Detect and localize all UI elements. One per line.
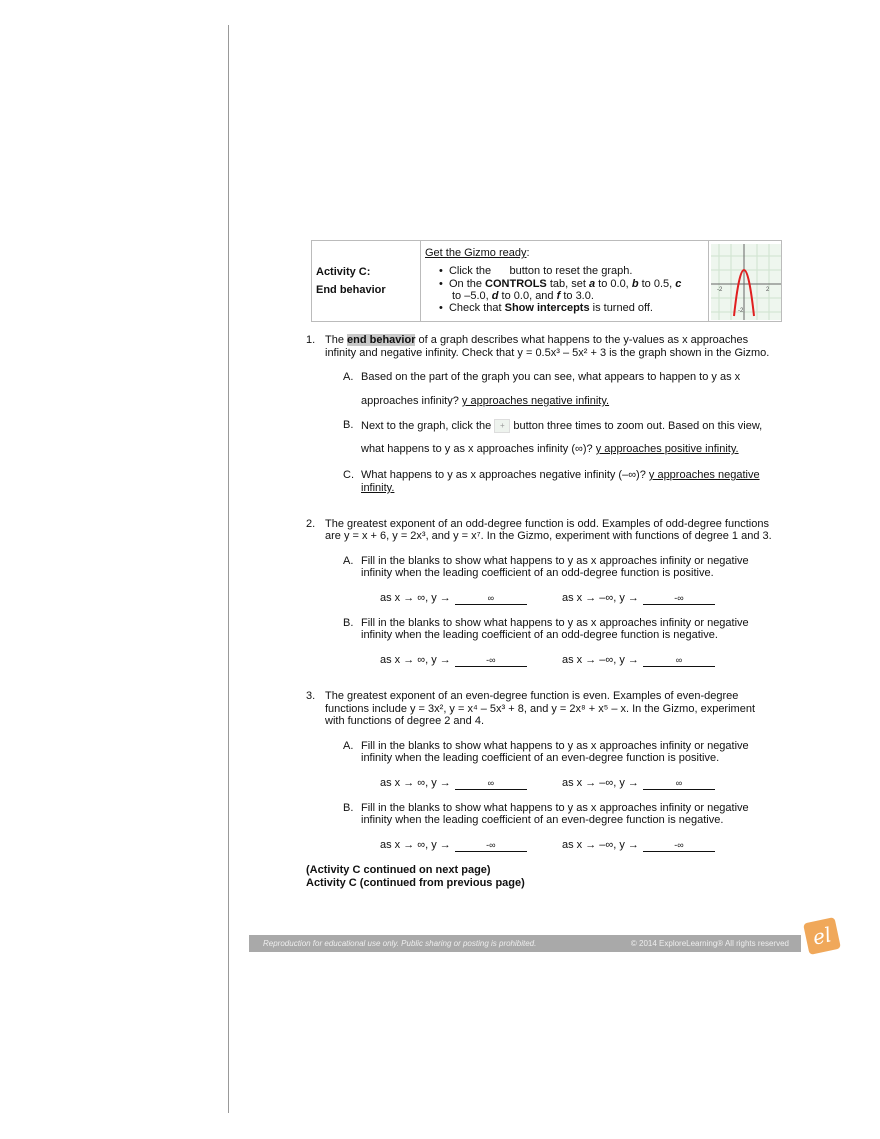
ready-heading: Get the Gizmo ready [425,247,527,259]
q2b-blank-neg[interactable]: ∞ [643,655,715,667]
term-highlight: end behavior [347,334,416,346]
q3a-blank-neg[interactable]: ∞ [643,778,715,790]
page-margin-line [228,25,229,1113]
parabola-graph-thumbnail [711,244,781,320]
graph-thumbnail-cell [709,241,782,322]
bullet-controls: • On the CONTROLS tab, set a to 0.0, b to 0.5, c [439,278,682,290]
footer-copyright: © 2014 ExploreLearning® All rights reserved [630,939,789,948]
bullet-reset: • Click the button to reset the graph. [439,265,633,277]
q3b-blank-pos[interactable]: -∞ [455,840,527,852]
activity-label: Activity C: [316,266,371,278]
continued-from: Activity C (continued from previous page) [306,877,525,889]
q3a-blank-pos[interactable]: ∞ [455,778,527,790]
svg-text:2: 2 [766,287,770,293]
activity-title-cell [312,241,421,322]
q2a-blank-pos[interactable]: ∞ [455,593,527,605]
footer-notice: Reproduction for educational use only. Public sharing or posting is prohibited. [263,939,537,948]
q1b-answer[interactable]: y approaches positive infinity. [595,443,739,455]
continued-next: (Activity C continued on next page) [306,864,491,876]
q1-number: 1. [306,334,316,346]
bullet-intercepts: • Check that Show intercepts is turned off. [439,302,653,314]
activity-header-table [311,240,782,322]
activity-title: End behavior [316,284,386,296]
footer-bar [249,935,801,952]
svg-text:-2: -2 [717,287,723,293]
q2a-blank-neg[interactable]: -∞ [643,593,715,605]
q1-text: The end behavior of a graph describes what happens to the y-values as x approaches [325,334,749,346]
q1a-answer[interactable]: y approaches negative infinity. [461,395,610,407]
explorelearning-logo: el [803,917,841,955]
q1c-answer[interactable]: y approaches negative [648,469,760,481]
worksheet-page: Activity C: End behavior Get the Gizmo ready: • Click the button to reset the graph. • On the CONTROLS tab, set a to 0.0, b to 0.5, c to –5.0, d to 0.0, and f to 3.0. • Check that Show intercepts is turned off. -2 2 -2 1. The end behavior of a graph describes what happens to the y-values as x approaches infinity and negative infinity. Check that y = 0.5x³ – 5x² + 3 is the graph shown in the Gizmo. A. Based on the part of the graph you can see, what appears to happen to y as x approaches infinity? y approaches negative infinity. B. Next to the graph, click the + button three times to zoom out. Based on this view, what happens to y as x approaches infinity (∞)? y approaches positive infinity. C. What happens to y as x approaches negative infinity (–∞)? y approaches negative infinity. 2. The greatest exponent of an odd-degree function is odd. Examples of odd-degree functions are y = x + 6, y = 2x³, and y = x⁷. In the Gizmo, experiment with functions of degree 1 and 3. A. Fill in the blanks to show what happens to y as x approaches infinity or negative infinity when the leading coefficient of an odd-degree function is positive. as x → ∞, y → ∞ as x → –∞, y → -∞ B. Fill in the blanks to show what happens to y as x approaches infinity or negative infinity when the leading coefficient of an odd-degree function is negative. as x → ∞, y → -∞ as x → –∞, y → ∞ 3. The greatest exponent of an even-degree function is even. Examples of even-degree functions include y = 3x², y = x⁴ – 5x³ + 8, and y = 2x⁸ + x⁵ – x. In the Gizmo, experiment with functions of degree 2 and 4. A. Fill in the blanks to show what happens to y as x approaches infinity or negative infinity when the leading coefficient of an even-degree function is positive. as x → ∞, y → ∞ as x → –∞, y → ∞ B. Fill in the blanks to show what happens to y as x approaches infinity or negative infinity when the leading coefficient of an even-degree function is negative. as x → ∞, y → -∞ as x → –∞, y → -∞ (Activity C continued on next page) Activity C (continued from previous page) Reproduction for educational use only. Public sharing or posting is prohibited. © 2014 ExploreLearning® All rights reserved el [0,0,880,1139]
instructions-cell: Get the Gizmo ready: • Click the button to reset the graph. • On the CONTROLS tab, set a to 0.0, b to 0.5, c to –5.0, d to 0.0, and f to 3.0. • Check that Show intercepts is turned off. [421,241,709,322]
q3b-blank-neg[interactable]: -∞ [643,840,715,852]
q2b-blank-pos[interactable]: -∞ [455,655,527,667]
zoom-out-icon: + [494,419,510,433]
svg-text:-2: -2 [738,308,744,314]
